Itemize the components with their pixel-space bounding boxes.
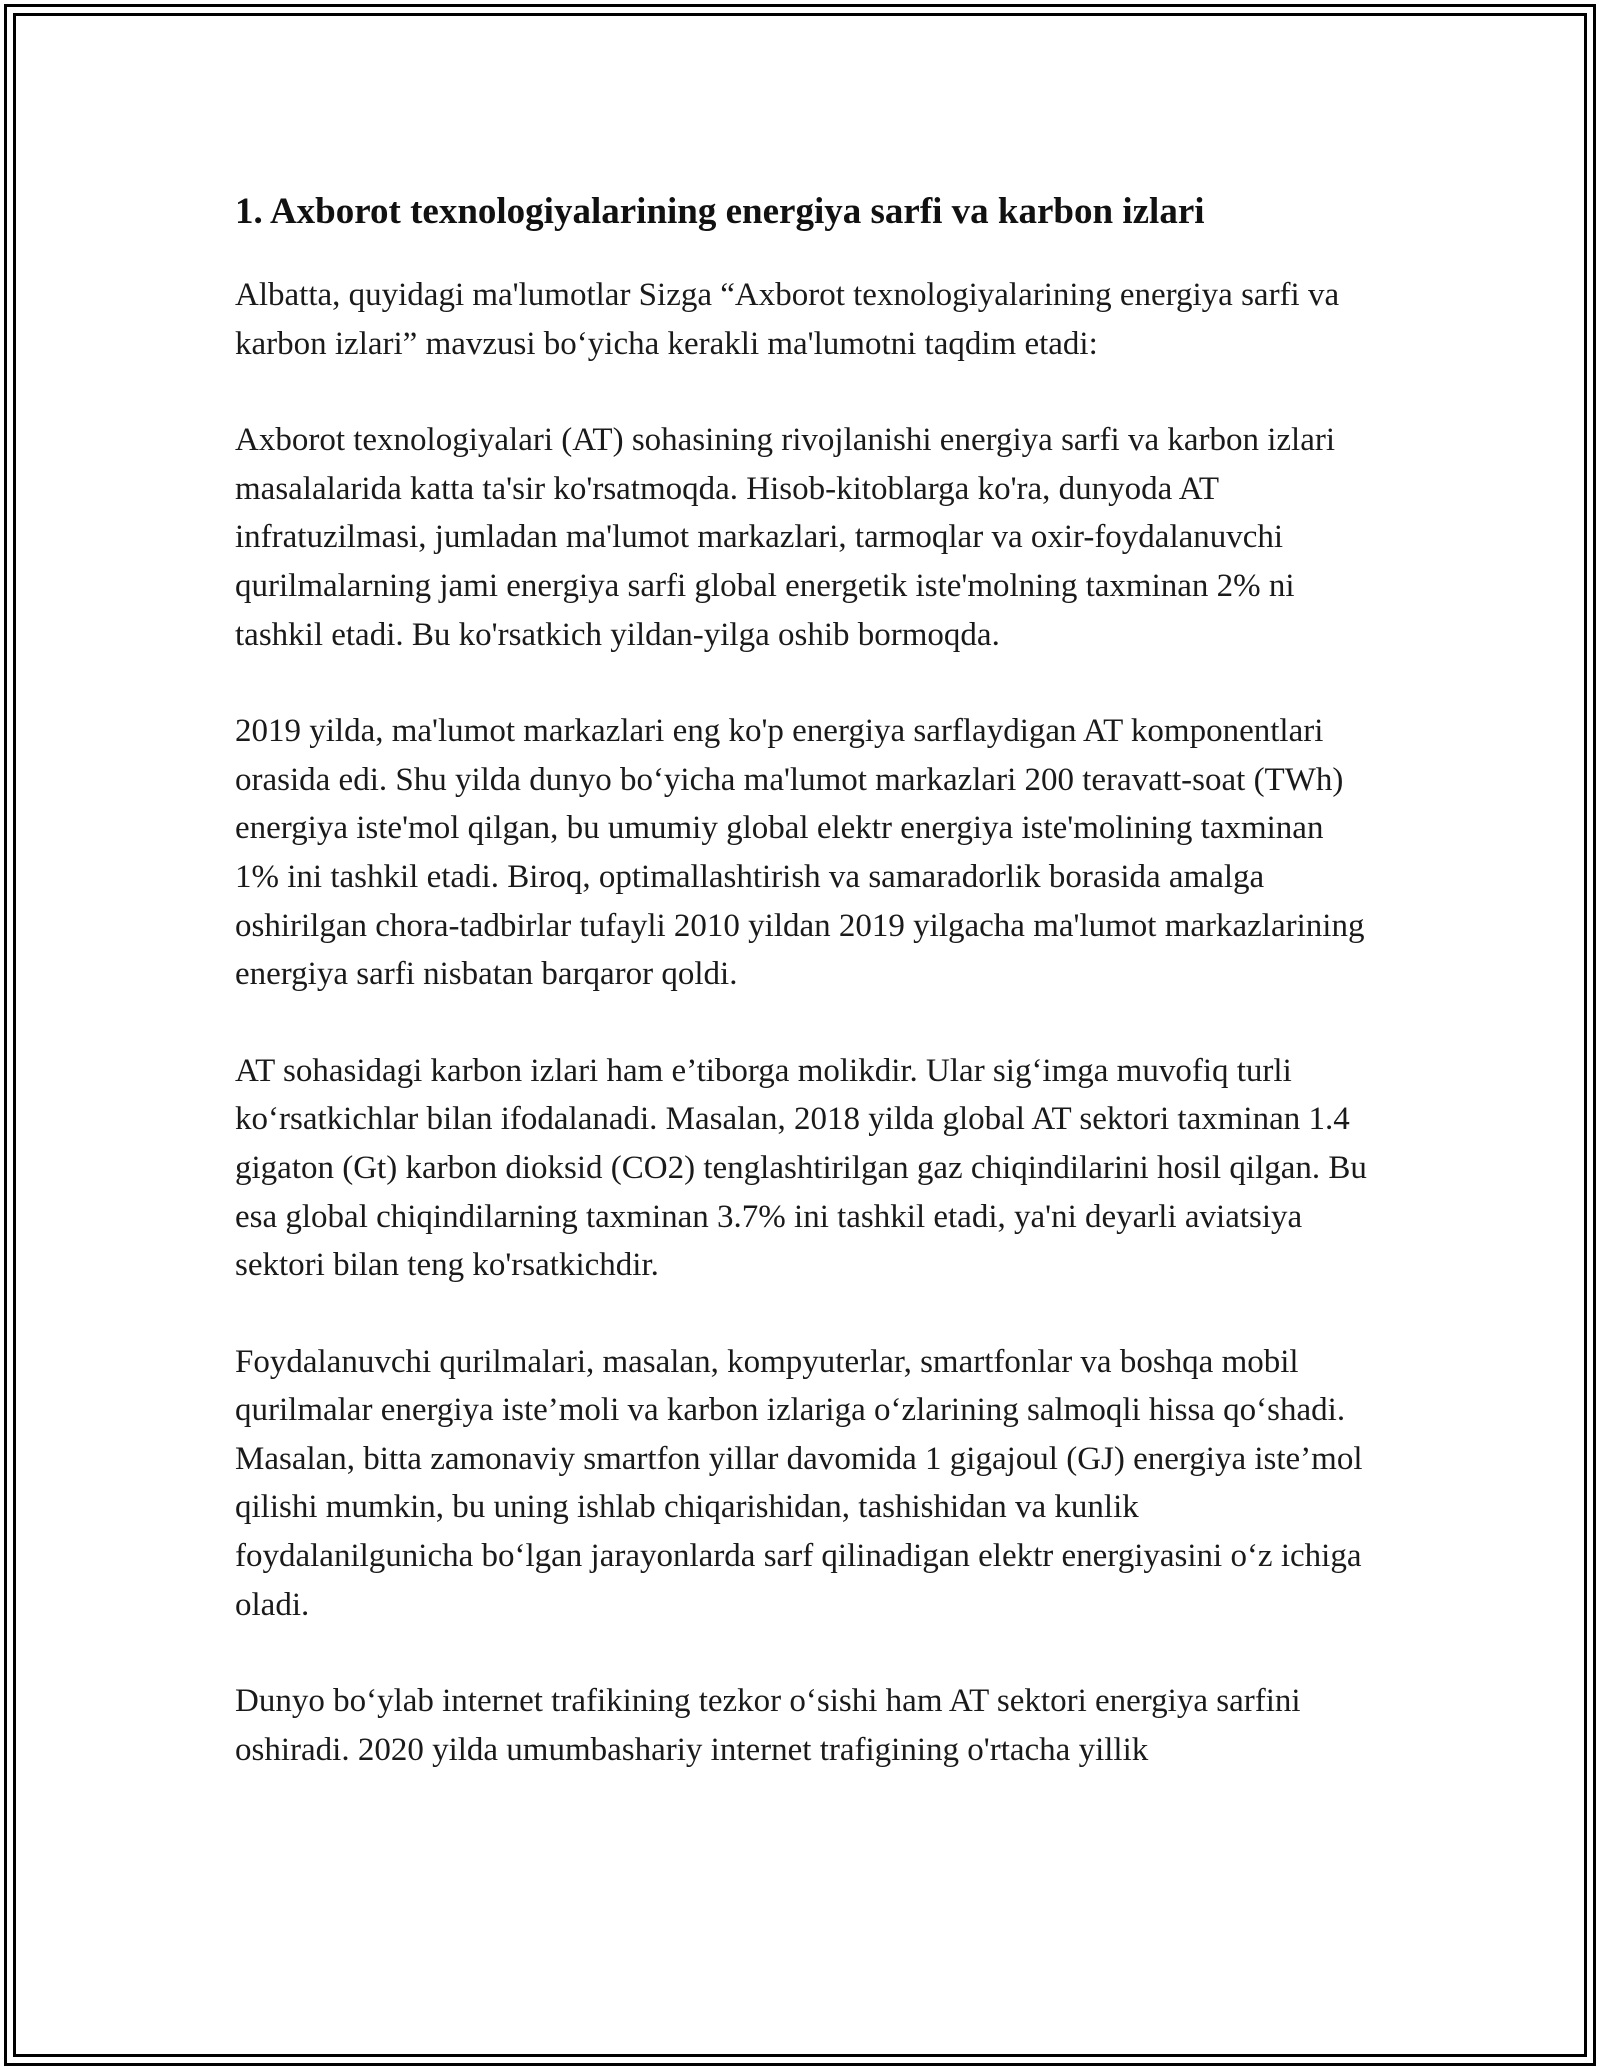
paragraph-intro: Albatta, quyidagi ma'lumotlar Sizga “Axborot texnologiyalarining energiya sarfi va karbon izlari” mavzusi bo‘yicha kerakli ma'lumotni taqdim etadi: [235, 277, 1340, 362]
paragraph-internet-traffic: Dunyo bo‘ylab internet trafikining tezkor o‘sishi ham AT sektori energiya sarfini oshiradi. 2020 yilda umumbashariy internet trafigining o'rtacha yillik [235, 1683, 1301, 1768]
paragraph-carbon-footprint: AT sohasidagi karbon izlari ham e’tiborga molikdir. Ular sig‘imga muvofiq turli ko‘rsatkichlar bilan ifodalanadi. Masalan, 2018 yilda global AT sektori taxminan 1.4 gigaton (Gt) karbon dioksid (CO2) tenglashtirilgan gaz chiqindilarini hosil qilgan. Bu esa global chiqindilarning taxminan 3.7% ini tashkil etadi, ya'ni deyarli aviatsiya sektori bilan teng ko'rsatkichdir. [235, 1052, 1367, 1284]
paragraph-data-centers: 2019 yilda, ma'lumot markazlari eng ko'p energiya sarflaydigan AT komponentlari orasida edi. Shu yilda dunyo bo‘yicha ma'lumot markazlari 200 teravatt-soat (TWh) energiya iste'mol qilgan, bu umumiy global elektr energiya iste'molining taxminan 1% ini tashkil etadi. Biroq, optimallashtirish va samaradorlik borasida amalga oshirilgan chora-tadbirlar tufayli 2010 yildan 2019 yilgacha ma'lumot markazlarining energiya sarfi nisbatan barqaror qoldi. [235, 713, 1365, 993]
paragraph-overview: Axborot texnologiyalari (AT) sohasining rivojlanishi energiya sarfi va karbon izlari masalalarida katta ta'sir ko'rsatmoqda. Hisob-kitoblarga ko'ra, dunyoda AT infratuzilmasi, jumladan ma'lumot markazlari, tarmoqlar va oxir-foydalanuvchi qurilmalarning jami energiya sarfi global energetik iste'molning taxminan 2% ni tashkil etadi. Bu ko'rsatkich yildan-yilga oshib bormoqda. [235, 422, 1336, 653]
section-heading: 1. Axborot texnologiyalarining energiya sarfi va karbon izlari [235, 191, 1205, 232]
paragraph-user-devices: Foydalanuvchi qurilmalari, masalan, kompyuterlar, smartfonlar va boshqa mobil qurilmalar energiya iste’moli va karbon izlariga o‘zlarining salmoqli hissa qo‘shadi. Masalan, bitta zamonaviy smartfon yillar davomida 1 gigajoul (GJ) energiya iste’mol qilishi mumkin, bu uning ishlab chiqarishidan, tashishidan va kunlik foydalanilgunicha bo‘lgan jarayonlarda sarf qilinadigan elektr energiyasini o‘z ichiga oladi. [235, 1343, 1363, 1623]
document-body [235, 188, 1375, 1822]
